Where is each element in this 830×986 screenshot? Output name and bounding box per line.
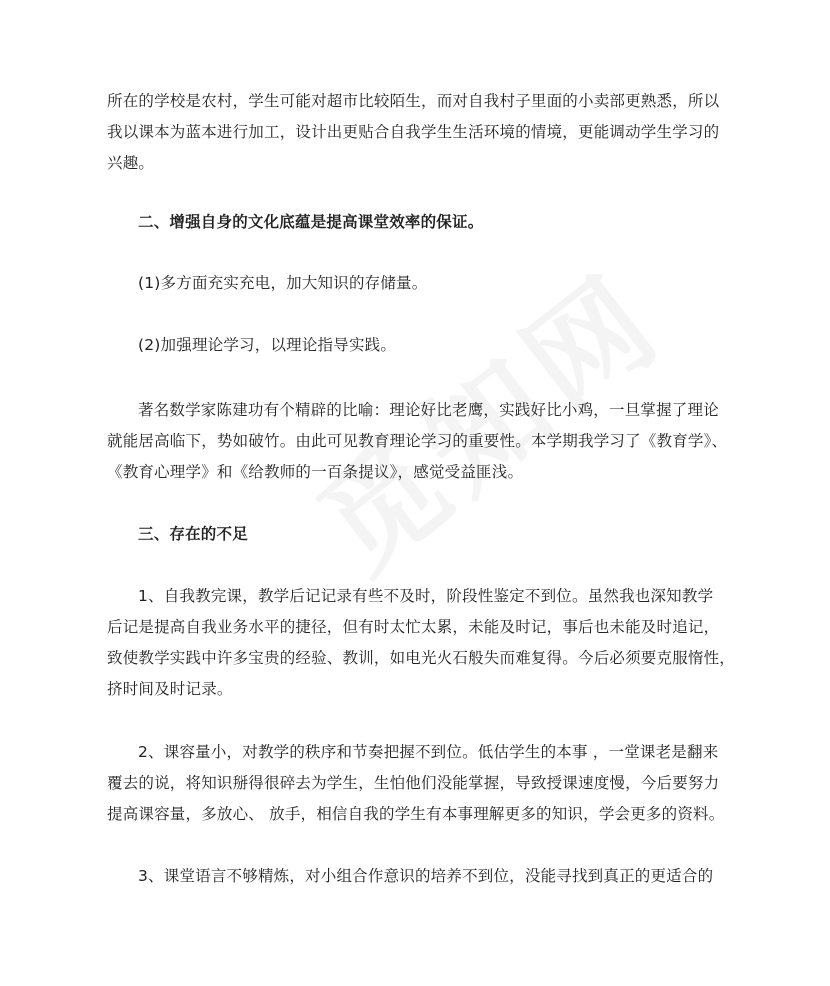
- paragraph-line: 后记是提高自我业务水平的捷径，但有时太忙太累，未能及时记，事后也未能及时追记，: [107, 618, 720, 636]
- paragraph-theory: [107, 395, 732, 488]
- paragraph-line: 2、课容量小，对教学的秩序和节奏把握不到位。低估学生的本事 ，一堂课老是翻来: [138, 743, 719, 761]
- paragraph-line: 兴趣。: [107, 154, 155, 172]
- paragraph-line: 《教育心理学》和《给教师的一百条提议》，感觉受益匪浅。: [107, 463, 524, 481]
- paragraph-shortcoming-2: [107, 737, 732, 830]
- paragraph-line: 覆去的说，将知识掰得很碎去为学生，生怕他们没能掌握，导致授课速度慢，今后要努力: [107, 774, 720, 792]
- paragraph-line: 所在的学校是农村，学生可能对超市比较陌生，而对自我村子里面的小卖部更熟悉，所以: [107, 92, 720, 110]
- sub-item-2: (2)加强理论学习，以理论指导实践。: [138, 336, 397, 354]
- paragraph-line: 提高课容量，多放心、 放手，相信自我的学生有本事理解更多的知识，学会更多的资料。: [107, 805, 725, 823]
- paragraph-line: 我以课本为蓝本进行加工，设计出更贴合自我学生生活环境的情境，更能调动学生学习的: [107, 123, 720, 141]
- paragraph-line: 3、课堂语言不够精炼，对小组合作意识的培养不到位，没能寻找到真正的更适合的: [138, 867, 714, 885]
- paragraph-shortcoming-3: [107, 861, 732, 892]
- paragraph-line: 致使教学实践中许多宝贵的经验、教训，如电光火石般失而难复得。今后必须要克服惰性，: [107, 649, 736, 667]
- paragraph-line: 1、自我教完课，教学后记记录有些不及时，阶段性鉴定不到位。虽然我也深知教学: [138, 587, 714, 605]
- section-heading-3: 三、存在的不足: [138, 525, 248, 543]
- paragraph-line: 就能居高临下，势如破竹。由此可见教育理论学习的重要性。本学期我学习了《教育学》、: [107, 432, 728, 450]
- sub-item-1: (1)多方面充实充电，加大知识的存储量。: [138, 274, 428, 292]
- paragraph-rural-school: [107, 86, 732, 179]
- paragraph-shortcoming-1: [107, 581, 736, 705]
- section-heading-2: 二、增强自身的文化底蕴是提高课堂效率的保证。: [138, 213, 484, 231]
- paragraph-line: 著名数学家陈建功有个精辟的比喻：理论好比老鹰，实践好比小鸡，一旦掌握了理论: [138, 401, 719, 419]
- paragraph-line: 挤时间及时记录。: [107, 680, 233, 698]
